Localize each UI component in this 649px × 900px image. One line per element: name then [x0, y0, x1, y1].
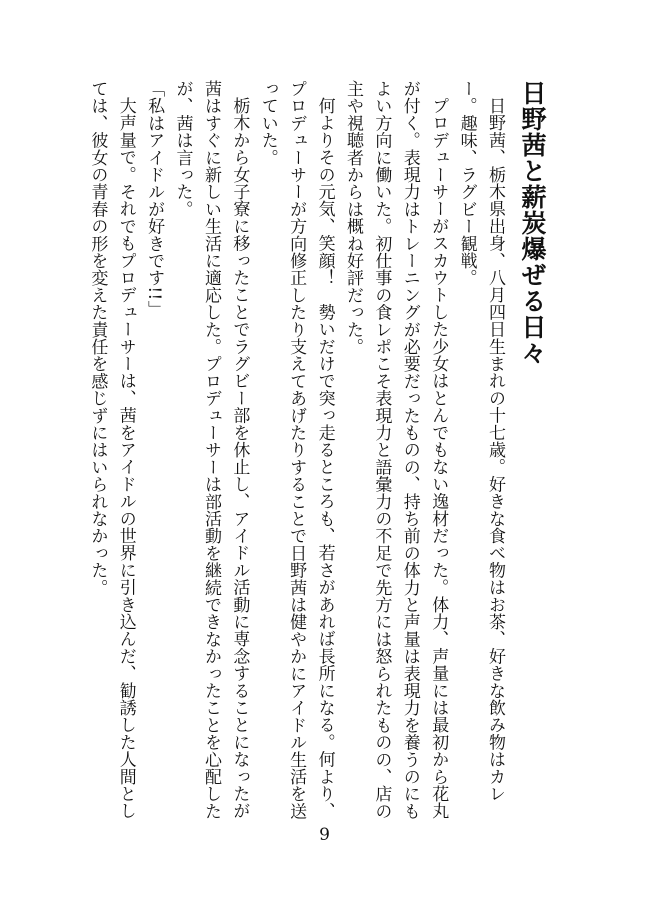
paragraph-quote: 「私はアイドルが好きです!!」	[144, 80, 165, 318]
vertical-text-block	[79, 80, 549, 820]
chapter-title: 日野茜と薪炭爆ぜる日々	[518, 80, 547, 366]
paragraph-profile: 日野茜、栃木県出身、八月四日生まれの十七歳。好きな食べ物はお茶、好きな飲み物はカレー。趣味、ラグビー観戦。	[456, 80, 505, 803]
paragraph-scouting: プロデューサーがスカウトした少女はとんでもない逸材だった。体力、声量には最初から花丸が付く。表現力はトレーニングが必要だったものの、持ち前の体力と声量は表現力を養うのにもよい方向に働いた。初仕事の食レポこそ表現力と語彙力の不足で先方には怒られたものの、店の主や視聴者からは概ね好評だった。	[342, 80, 449, 820]
paragraph-responsibility: 大声量で。それでもプロデューサーは、茜をアイドルの世界に引き込んだ、勧誘した人間としては、彼女の青春の形を変えた責任を感じずにはいられなかった。	[87, 80, 136, 820]
paragraph-energy: 何よりその元気、笑顔！ 勢いだけで突っ走るところも、若さがあれば長所になる。何より、プロデューサーが方向修正したり支えてあげたりすることで日野茜は健やかにアイドル生活を送っていた。	[257, 80, 335, 820]
paragraph-dormitory: 栃木から女子寮に移ったことでラグビー部を休止し、アイドル活動に専念することになったが茜はすぐに新しい生活に適応した。プロデューサーは部活動を継続できなかったことを心配したが、茜は言った。	[172, 80, 250, 820]
page-number: 9	[319, 825, 330, 845]
